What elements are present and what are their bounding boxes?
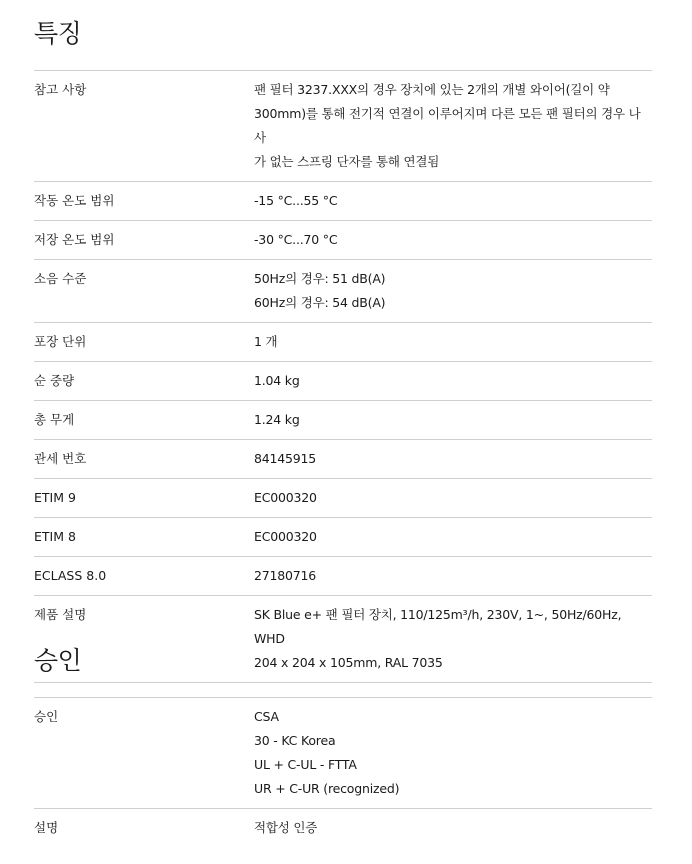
spec-value [254, 78, 652, 174]
spec-value-line: CSA [254, 709, 279, 724]
spec-label: 관세 번호 [34, 451, 87, 466]
features-table [34, 70, 652, 683]
spec-value-line: 30 - KC Korea [254, 733, 336, 748]
spec-label: ETIM 8 [34, 529, 76, 544]
spec-value-line: -30 °C...70 °C [254, 232, 338, 247]
spec-row [34, 518, 652, 557]
spec-label: 제품 설명 [34, 607, 87, 622]
spec-value [254, 330, 652, 354]
spec-value [254, 525, 652, 549]
spec-value-line: 27180716 [254, 568, 317, 583]
spec-row [34, 809, 652, 847]
spec-value-line: 적합성 인증 [254, 820, 318, 835]
spec-value [254, 705, 652, 801]
spec-value [254, 408, 652, 432]
spec-value [254, 447, 652, 471]
spec-row [34, 221, 652, 260]
spec-label: 포장 단위 [34, 334, 87, 349]
spec-row [34, 362, 652, 401]
spec-row [34, 260, 652, 323]
spec-row [34, 698, 652, 809]
spec-value-line: 204 x 204 x 105mm, RAL 7035 [254, 655, 443, 670]
spec-row [34, 596, 652, 683]
spec-value-line: EC000320 [254, 529, 317, 544]
spec-value-line: 1.04 kg [254, 373, 300, 388]
spec-value-line: 300mm)를 통해 전기적 연결이 이루어지며 다른 모든 팬 필터의 경우 나사 [254, 106, 641, 145]
spec-value-line: 팬 필터 3237.XXX의 경우 장치에 있는 2개의 개별 와이어(길이 약 [254, 82, 610, 97]
spec-value-line: 1.24 kg [254, 412, 300, 427]
spec-value [254, 816, 652, 840]
spec-value [254, 564, 652, 588]
spec-row [34, 71, 652, 182]
spec-label: ETIM 9 [34, 490, 76, 505]
spec-row [34, 182, 652, 221]
spec-label: ECLASS 8.0 [34, 568, 107, 583]
spec-value-line: UR + C-UR (recognized) [254, 781, 400, 796]
approvals-table [34, 697, 652, 847]
spec-value [254, 189, 652, 213]
spec-label: 작동 온도 범위 [34, 193, 115, 208]
spec-value [254, 486, 652, 510]
spec-value [254, 267, 652, 315]
spec-value [254, 228, 652, 252]
spec-value [254, 603, 652, 675]
spec-value-line: 1 개 [254, 334, 278, 349]
spec-row [34, 323, 652, 362]
spec-row [34, 479, 652, 518]
spec-label: 설명 [34, 820, 59, 835]
spec-label: 소음 수준 [34, 271, 87, 286]
spec-row [34, 440, 652, 479]
spec-row [34, 557, 652, 596]
spec-value-line: 가 없는 스프링 단자를 통해 연결됨 [254, 154, 440, 169]
features-section-title: 특징 [34, 19, 82, 48]
spec-value-line: 84145915 [254, 451, 317, 466]
spec-row [34, 401, 652, 440]
spec-value-line: SK Blue e+ 팬 필터 장치, 110/125m³/h, 230V, 1~, 50Hz/60Hz, WHD [254, 607, 622, 646]
spec-label: 승인 [34, 709, 59, 724]
spec-label: 총 무게 [34, 412, 75, 427]
spec-label: 저장 온도 범위 [34, 232, 115, 247]
spec-label: 순 중량 [34, 373, 75, 388]
spec-value [254, 369, 652, 393]
spec-value-line: -15 °C...55 °C [254, 193, 338, 208]
approvals-section-title: 승인 [34, 646, 82, 675]
spec-value-line: UL + C-UL - FTTA [254, 757, 357, 772]
spec-value-line: 50Hz의 경우: 51 dB(A) [254, 271, 386, 286]
spec-value-line: 60Hz의 경우: 54 dB(A) [254, 295, 386, 310]
spec-value-line: EC000320 [254, 490, 317, 505]
spec-label: 참고 사항 [34, 82, 87, 97]
